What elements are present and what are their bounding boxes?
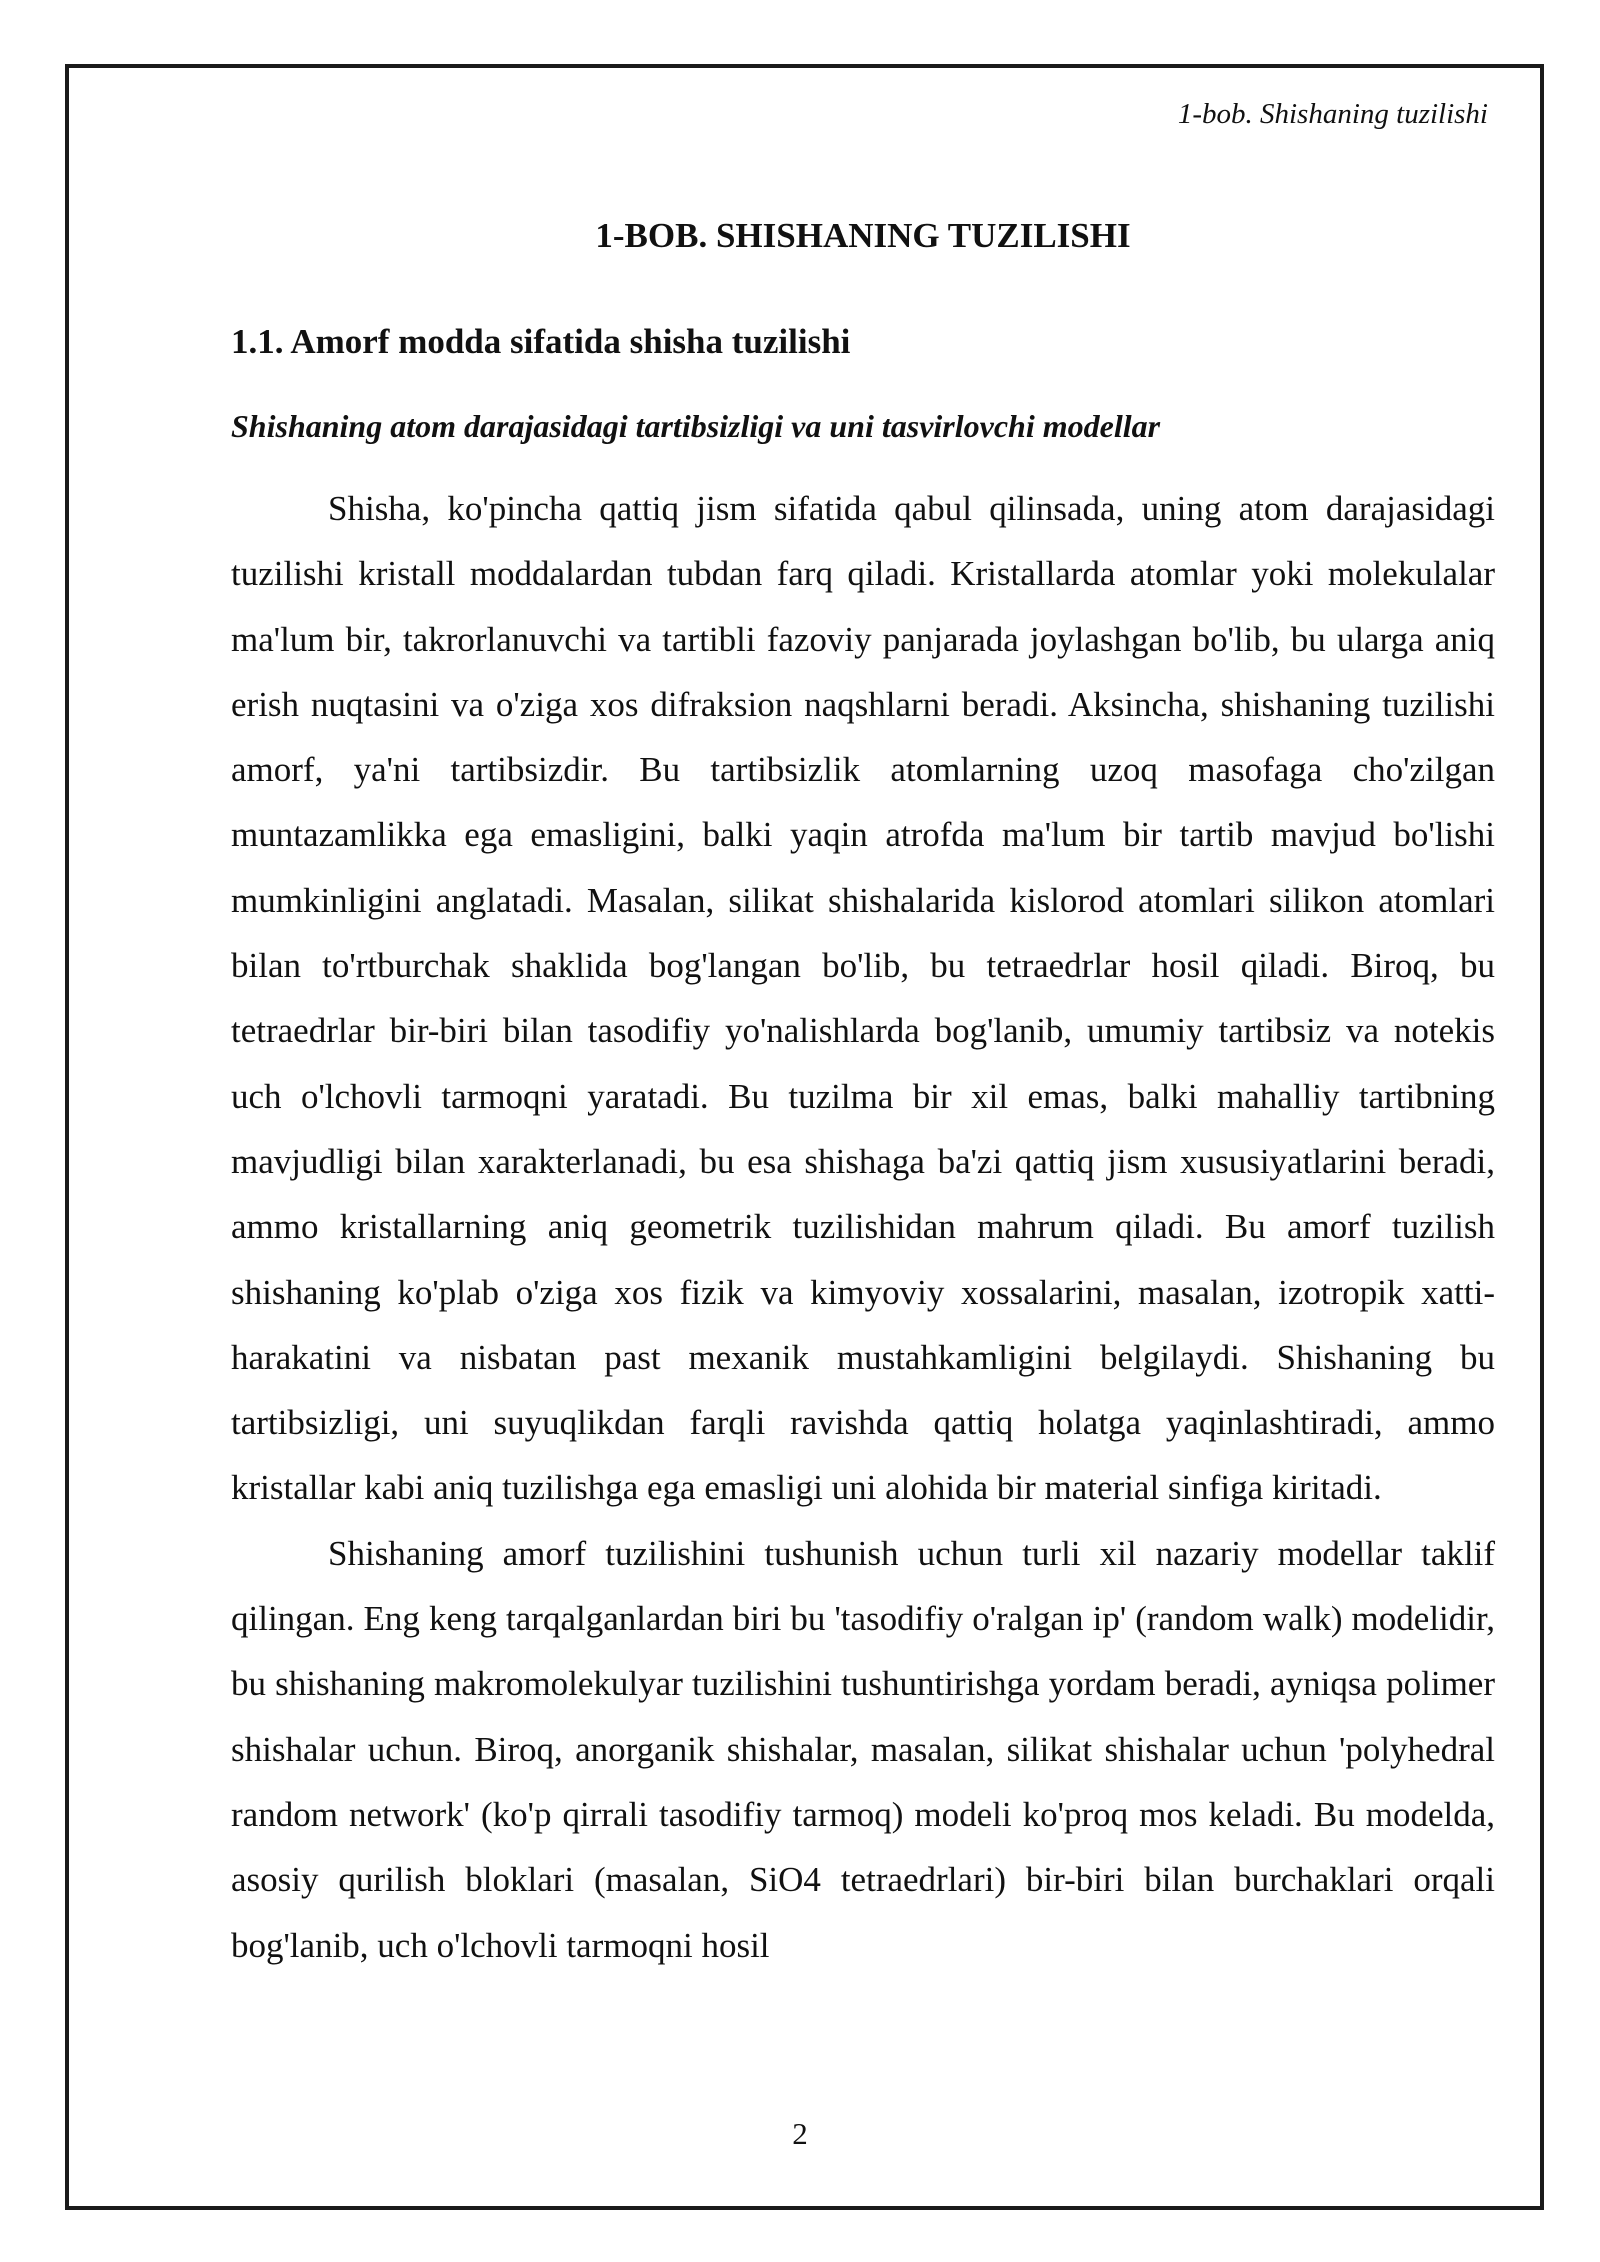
running-header: 1-bob. Shishaning tuzilishi (1177, 98, 1488, 130)
page-content (231, 214, 1495, 1978)
page-number: 2 (792, 2116, 808, 2151)
body-paragraph-2: Shishaning amorf tuzilishini tushunish uchun turli xil nazariy modellar taklif qilingan. Eng keng tarqalganlardan biri bu 'tasodifiy o'ralgan ip' (random walk) modelidir, bu shishaning makromolekulyar tuzilishini tushuntirishga yordam beradi, ayniqsa polimer shishalar uchun. Biroq, anorganik shishalar, masalan, silikat shishalar uchun 'polyhedral random network' (ko'p qirrali tasodifiy tarmoq) modeli ko'proq mos keladi. Bu modelda, asosiy qurilish bloklari (masalan, SiO4 tetraedrlari) bir-biri bilan burchaklari orqali bog'lanib, uch o'lchovli tarmoqni hosil (231, 1533, 1495, 1965)
subsection-title: Shishaning atom darajasidagi tartibsizligi va uni tasvirlovchi modellar (231, 408, 1161, 444)
chapter-title: 1-BOB. SHISHANING TUZILISHI (595, 216, 1131, 255)
section-title: 1.1. Amorf modda sifatida shisha tuzilishi (231, 322, 851, 361)
body-paragraph-1: Shisha, ko'pincha qattiq jism sifatida qabul qilinsada, uning atom darajasidagi tuzilishi kristall moddalardan tubdan farq qiladi. Kristallarda atomlar yoki molekulalar ma'lum bir, takrorlanuvchi va tartibli fazoviy panjarada joylashgan bo'lib, bu ularga aniq erish nuqtasini va o'ziga xos difraksion naqshlarni beradi. Aksincha, shishaning tuzilishi amorf, ya'ni tartibsizdir. Bu tartibsizlik atomlarning uzoq masofaga cho'zilgan muntazamlikka ega emasligini, balki yaqin atrofda ma'lum bir tartib mavjud bo'lishi mumkinligini anglatadi. Masalan, silikat shishalarida kislorod atomlari silikon atomlari bilan to'rtburchak shaklida bog'langan bo'lib, bu tetraedrlar hosil qiladi. Biroq, bu tetraedrlar bir-biri bilan tasodifiy yo'nalishlarda bog'lanib, umumiy tartibsiz va notekis uch o'lchovli tarmoqni yaratadi. Bu tuzilma bir xil emas, balki mahalliy tartibning mavjudligi bilan xarakterlanadi, bu esa shishaga ba'zi qattiq jism xususiyatlarini beradi, ammo kristallarning aniq geometrik tuzilishidan mahrum qiladi. Bu amorf tuzilish shishaning ko'plab o'ziga xos fizik va kimyoviy xossalarini, masalan, izotropik xatti-harakatini va nisbatan past mexanik mustahkamligini belgilaydi. Shishaning bu tartibsizligi, uni suyuqlikdan farqli ravishda qattiq holatga yaqinlashtiradi, ammo kristallar kabi aniq tuzilishga ega emasligi uni alohida bir material sinfiga kiritadi. (231, 489, 1495, 1508)
